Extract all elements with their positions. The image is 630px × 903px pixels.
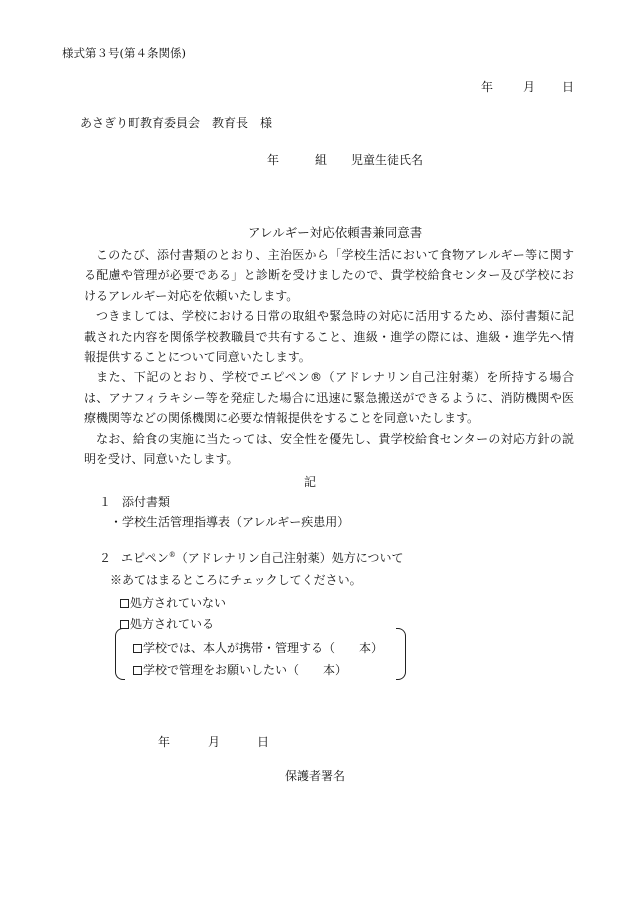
item2-label-post: （アドレナリン自己注射薬）処方について: [175, 551, 404, 565]
option-school-managed[interactable]: [133, 664, 347, 676]
checkbox-icon[interactable]: [120, 599, 129, 608]
item2-number: ２: [99, 551, 112, 565]
option-self-carry[interactable]: [133, 642, 383, 654]
guardian-signature-label: 保護者署名: [285, 769, 346, 783]
paragraph-1: このたび、添付書類のとおり、主治医から「学校生活において食物アレルギー等に関する配慮や管理が必要である」と診断を受けましたので、貴学校給食センター及び学校におけるアレルギー対応を依頼いたします。: [84, 248, 574, 303]
check-instruction: ※あてはまるところにチェックしてください。: [110, 573, 362, 587]
date-top-day: 日: [562, 80, 575, 94]
paragraph-4: なお、給食の実施に当たっては、安全性を優先し、貴学校給食センターの対応方針の説明を受け、同意いたします。: [84, 431, 574, 467]
option-not-prescribed[interactable]: [120, 597, 226, 609]
body-text: [84, 245, 574, 469]
item2-label-pre: エピペン: [121, 551, 169, 565]
item1-label: 添付書類: [122, 495, 171, 509]
left-bracket: [115, 628, 125, 680]
item1-attachment: ・学校生活管理指導表（アレルギー疾患用）: [110, 515, 350, 529]
item2-label: [121, 552, 404, 564]
date-bottom-day: 日: [257, 735, 270, 749]
checkbox-icon[interactable]: [133, 644, 142, 653]
date-bottom-year: 年: [158, 735, 171, 749]
form-number: 様式第３号(第４条関係): [62, 46, 186, 60]
recipient: あさぎり町教育委員会 教育長 様: [80, 116, 273, 130]
date-bottom-month: 月: [208, 735, 221, 749]
document-title: アレルギー対応依頼書兼同意書: [248, 225, 423, 240]
date-top-month: 月: [523, 80, 536, 94]
ki-heading: 記: [304, 475, 317, 489]
checkbox-icon[interactable]: [133, 666, 142, 675]
option-label: 学校では、本人が携帯・管理する（ 本）: [143, 641, 384, 655]
option-prescribed[interactable]: [120, 618, 214, 630]
option-label: 処方されていない: [130, 596, 227, 610]
date-top-year: 年: [481, 80, 494, 94]
option-label: 学校で管理をお願いしたい（ 本）: [143, 663, 348, 677]
paragraph-2: つきましては、学校における日常の取組や緊急時の対応に活用するため、添付書類に記載された内容を関係学校教職員で共有すること、進級・進学の際には、進級・進学先へ情報提供することについて同意いたします。: [84, 309, 574, 365]
right-bracket: [396, 628, 406, 680]
registered-mark: ®: [168, 551, 176, 559]
option-label: 処方されている: [130, 617, 215, 631]
item1-number: １: [99, 495, 112, 509]
paragraph-3: また、下記のとおり、学校でエピペン®（アドレナリン自己注射薬）を所持する場合は、アナフィラキシー等を発症した場合に迅速に緊急搬送ができるように、消防機関や医療機関等などの関係機関に必要な情報提供をすることを同意いたします。: [84, 370, 574, 426]
student-name-line: 年 組 児童生徒氏名: [267, 153, 424, 167]
